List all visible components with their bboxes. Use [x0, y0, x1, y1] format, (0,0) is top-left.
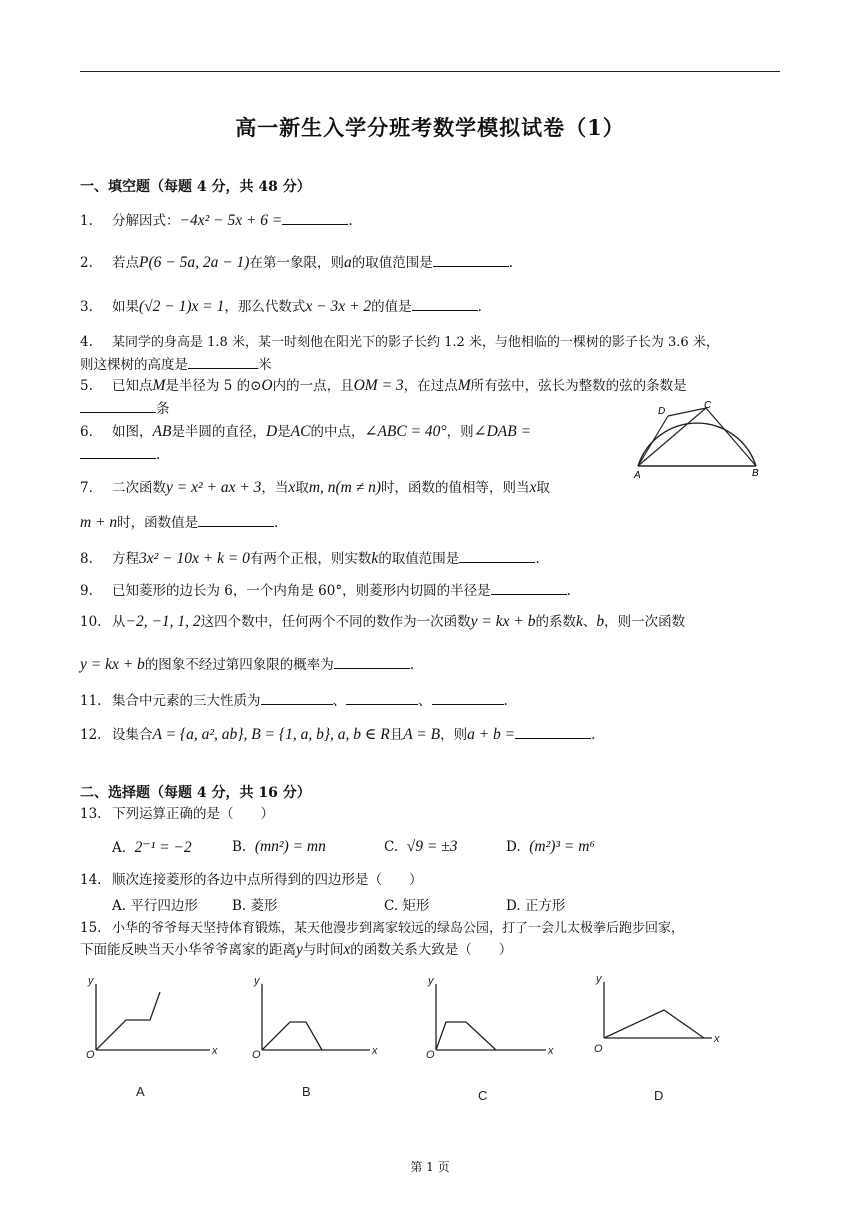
question-number: 15.	[80, 920, 102, 936]
question-text: 的函数关系大致是（ ）	[350, 942, 513, 958]
option-key: B.	[232, 839, 247, 855]
option-expr: (m²)³ = m⁶	[529, 838, 595, 855]
option-expr: (mn²) = mn	[254, 838, 326, 855]
graph-a-line	[96, 992, 160, 1050]
unit-text: 米	[258, 357, 272, 373]
math-var: M	[152, 377, 166, 394]
option-expr: 2⁻¹ = −2	[134, 839, 192, 856]
question-number: 9.	[80, 583, 93, 599]
graph-d-y-label: y	[596, 973, 602, 985]
question-text: 这四个数中，任何两个不同的数作为一次函数	[200, 614, 471, 630]
math-expr: y = kx + b	[80, 656, 145, 673]
question-number: 7.	[80, 480, 93, 496]
answer-blank[interactable]	[198, 512, 274, 527]
option-key: A.	[112, 898, 127, 914]
math-var: a	[343, 254, 352, 271]
punct: .	[274, 515, 279, 531]
punct: 、	[332, 693, 346, 709]
question-text: 是半径为 5 的⊙	[165, 378, 262, 394]
answer-blank[interactable]	[491, 580, 567, 595]
question-text: 时，函数值是	[117, 515, 199, 531]
question-text: ，则一次函数	[604, 614, 686, 630]
question-12	[80, 724, 780, 745]
graph-options	[80, 970, 780, 1110]
graph-d-line	[604, 1010, 704, 1038]
option-key: A.	[112, 840, 127, 856]
section-1-heading: 一、填空题（每题 4 分，共 48 分）	[80, 179, 311, 195]
question-text: 且	[389, 727, 404, 743]
option-d[interactable]	[506, 894, 565, 914]
question-number: 6.	[80, 424, 93, 440]
option-a[interactable]	[112, 894, 198, 914]
question-5	[80, 376, 780, 396]
question-1	[80, 210, 780, 231]
question-number: 13.	[80, 806, 102, 822]
option-text: 平行四边形	[130, 898, 198, 914]
question-text: 已知菱形的边长为 6，一个内角是 60°，则菱形内切圆的半径是	[112, 583, 491, 599]
math-expr: A = B	[403, 726, 441, 743]
question-text: 在第一象限，则	[249, 255, 344, 271]
answer-blank[interactable]	[433, 252, 509, 267]
question-text: 取	[536, 480, 550, 496]
question-text: 的值是	[371, 299, 412, 315]
answer-blank[interactable]	[346, 690, 418, 705]
punct: .	[566, 583, 571, 599]
math-expr: x − 3x + 2	[305, 298, 372, 315]
question-number: 8.	[80, 551, 93, 567]
math-expr: y = kx + b	[470, 613, 536, 630]
question-4-line-2	[80, 354, 780, 375]
question-10-line-2	[80, 654, 780, 675]
question-text: 顺次连接菱形的各边中点所得到的四边形是（ ）	[112, 872, 423, 888]
punct: .	[503, 693, 508, 709]
answer-blank[interactable]	[334, 654, 410, 669]
option-key: C.	[384, 898, 399, 914]
question-text: 的取值范围是	[378, 551, 460, 567]
graph-b[interactable]	[262, 984, 370, 1050]
graph-c[interactable]	[436, 984, 546, 1050]
math-var: D	[265, 423, 278, 440]
option-key: B.	[232, 898, 247, 914]
graph-a[interactable]	[96, 984, 210, 1050]
math-var: y	[296, 941, 303, 958]
answer-blank[interactable]	[188, 354, 258, 369]
page-title: 高一新生入学分班考数学模拟试卷（1）	[235, 115, 625, 140]
question-number: 1.	[80, 213, 93, 229]
question-text: 的取值范围是	[351, 255, 433, 271]
option-d[interactable]	[506, 838, 595, 856]
math-expr: ∠ABC = 40°	[364, 423, 447, 440]
graph-d-x-label: x	[714, 1033, 720, 1045]
question-text: ，当	[261, 480, 289, 496]
graph-c-line	[436, 1022, 496, 1050]
question-8	[80, 548, 780, 569]
label-D: D	[658, 406, 666, 417]
label-B: B	[752, 468, 759, 479]
question-text: 下列运算正确的是（ ）	[112, 806, 274, 822]
unit-text: 条	[156, 401, 170, 417]
question-text: 集合中元素的三大性质为	[112, 693, 261, 709]
question-number: 4.	[80, 334, 93, 350]
question-text: 设集合	[112, 727, 153, 743]
punct: .	[156, 447, 161, 463]
segment-DC	[668, 408, 706, 416]
question-11	[80, 690, 780, 711]
answer-blank[interactable]	[459, 548, 535, 563]
question-text: ，则	[446, 424, 474, 440]
punct: .	[477, 299, 482, 315]
punct: 、	[418, 693, 432, 709]
question-text: 的中点，	[310, 424, 365, 440]
question-15-line-2	[80, 940, 780, 960]
answer-blank[interactable]	[261, 690, 333, 705]
answer-blank[interactable]	[282, 210, 348, 225]
math-expr: (√2 − 1)x = 1	[139, 298, 225, 315]
math-expr: 3x² − 10x + k = 0	[139, 550, 250, 567]
question-4	[80, 332, 780, 353]
math-expr: ∠DAB =	[473, 423, 532, 440]
math-var: O	[261, 377, 273, 394]
question-text: ，那么代数式	[224, 299, 306, 315]
math-expr: −2, −1, 1, 2	[125, 613, 201, 630]
option-key: D.	[506, 898, 521, 914]
question-text: 下面能反映当天小华爷爷离家的距离	[80, 942, 296, 958]
question-text: 如图，	[112, 424, 153, 440]
question-number: 12.	[80, 727, 102, 743]
punct: .	[409, 657, 415, 673]
question-text: 与时间	[302, 942, 344, 958]
question-text: 方程	[112, 551, 139, 567]
question-13-options	[112, 838, 732, 860]
label-C: C	[704, 400, 712, 411]
math-expr: −4x² − 5x + 6 =	[179, 212, 283, 229]
math-expr: y = x² + ax + 3	[166, 479, 262, 496]
graph-a-origin: O	[86, 1049, 95, 1061]
option-text: 矩形	[402, 898, 430, 914]
question-9	[80, 580, 780, 601]
question-text: ，则	[440, 727, 468, 743]
graph-d[interactable]	[604, 982, 712, 1038]
segment-CB	[706, 408, 756, 466]
math-expr: m, n(m ≠ n)	[308, 479, 382, 496]
question-text: 如果	[112, 299, 139, 315]
question-13	[80, 804, 780, 824]
question-number: 10.	[80, 614, 102, 630]
punct: .	[348, 213, 353, 229]
question-text: 分解因式：	[112, 213, 180, 229]
graph-b-caption: B	[302, 1084, 311, 1099]
punct: .	[508, 255, 514, 271]
punct: 、	[582, 614, 597, 630]
question-7	[80, 478, 780, 498]
math-var: k	[575, 613, 583, 630]
question-text: 是	[277, 424, 291, 440]
math-var: M	[457, 377, 471, 394]
question-text: 所有弦中，弦长为整数的弦的条数是	[470, 378, 687, 394]
question-text: 小华的爷爷每天坚持体育锻炼，某天他漫步到离家较远的绿岛公园，打了一会儿太极拳后跑步回家，	[112, 921, 685, 936]
semicircle-arc	[638, 423, 756, 466]
question-text: 取	[295, 480, 309, 496]
section-2-heading: 二、选择题（每题 4 分，共 16 分）	[80, 785, 311, 801]
math-var: b	[596, 613, 605, 630]
page-footer: 第 1 页	[410, 1160, 450, 1174]
math-var: x	[343, 941, 351, 958]
math-var: AB	[152, 423, 172, 440]
question-number: 5.	[80, 378, 93, 394]
question-text: 有两个正根，则实数	[249, 551, 372, 567]
question-text: 二次函数	[112, 480, 166, 496]
question-number: 11.	[80, 693, 102, 709]
question-3	[80, 296, 780, 317]
math-var: x	[288, 479, 296, 496]
punct: .	[591, 727, 596, 743]
math-expr: OM = 3	[353, 377, 404, 394]
graph-b-line	[262, 1022, 322, 1050]
answer-blank[interactable]	[80, 398, 156, 413]
question-14	[80, 870, 780, 890]
option-c[interactable]	[384, 894, 429, 914]
question-text: 若点	[112, 255, 139, 271]
segment-AC	[638, 408, 706, 466]
graph-a-x-label: x	[212, 1045, 218, 1057]
graph-a-y-label: y	[88, 975, 94, 987]
answer-blank[interactable]	[515, 724, 591, 739]
math-var: AC	[290, 423, 311, 440]
punct: .	[535, 551, 540, 567]
question-text: 时，函数的值相等，则当	[381, 480, 530, 496]
option-key: C.	[384, 839, 399, 855]
math-expr: a + b =	[467, 726, 516, 743]
option-c[interactable]	[384, 838, 457, 856]
question-text: 某同学的身高是 1.8 米，某一时刻他在阳光下的影子长约 1.2 米，与他相临的一棵树的影子长为 3.6 米，	[112, 335, 719, 350]
option-key: D.	[506, 839, 521, 855]
graph-c-x-label: x	[548, 1045, 554, 1057]
question-text: 内的一点，且	[272, 378, 354, 394]
question-text: ，在过点	[403, 378, 458, 394]
question-text: 的图象不经过第四象限的概率为	[144, 657, 334, 673]
option-b[interactable]	[232, 894, 278, 914]
segment-AD	[638, 416, 668, 466]
question-7-line-2	[80, 512, 780, 533]
graph-d-caption: D	[654, 1088, 664, 1103]
graph-d-origin: O	[594, 1043, 603, 1055]
question-text: 已知点	[112, 378, 153, 394]
option-a[interactable]	[112, 838, 192, 857]
question-text: 从	[112, 614, 126, 630]
question-number: 3.	[80, 299, 93, 315]
option-text: 菱形	[250, 898, 278, 914]
question-text: 是半圆的直径，	[171, 424, 266, 440]
question-text: 的系数	[535, 614, 576, 630]
graph-c-origin: O	[426, 1049, 435, 1061]
option-b[interactable]	[232, 838, 326, 856]
question-14-options	[112, 894, 732, 916]
label-A: A	[634, 470, 641, 480]
graph-b-origin: O	[252, 1049, 261, 1061]
math-expr: A = {a, a², ab}, B = {1, a, b}, a, b ∈ R	[152, 726, 390, 743]
graph-a-caption: A	[136, 1084, 145, 1099]
question-text: 则这棵树的高度是	[80, 357, 188, 373]
option-text: 正方形	[524, 898, 566, 914]
graph-b-x-label: x	[372, 1045, 378, 1057]
question-number: 14.	[80, 872, 102, 888]
math-expr: P(6 − 5a, 2a − 1)	[139, 254, 250, 271]
option-expr: √9 = ±3	[406, 838, 458, 855]
math-var: k	[371, 550, 379, 567]
graph-c-caption: C	[478, 1088, 488, 1103]
graph-c-y-label: y	[428, 975, 434, 987]
answer-blank[interactable]	[432, 690, 504, 705]
math-expr: m + n	[80, 514, 118, 531]
math-var: x	[529, 479, 537, 496]
question-15	[80, 918, 780, 939]
semicircle-figure	[630, 400, 770, 480]
question-10	[80, 612, 780, 632]
answer-blank[interactable]	[80, 444, 156, 459]
answer-blank[interactable]	[412, 296, 478, 311]
graph-b-y-label: y	[254, 975, 260, 987]
top-rule	[80, 71, 780, 72]
question-number: 2.	[80, 255, 93, 271]
question-2	[80, 252, 780, 273]
